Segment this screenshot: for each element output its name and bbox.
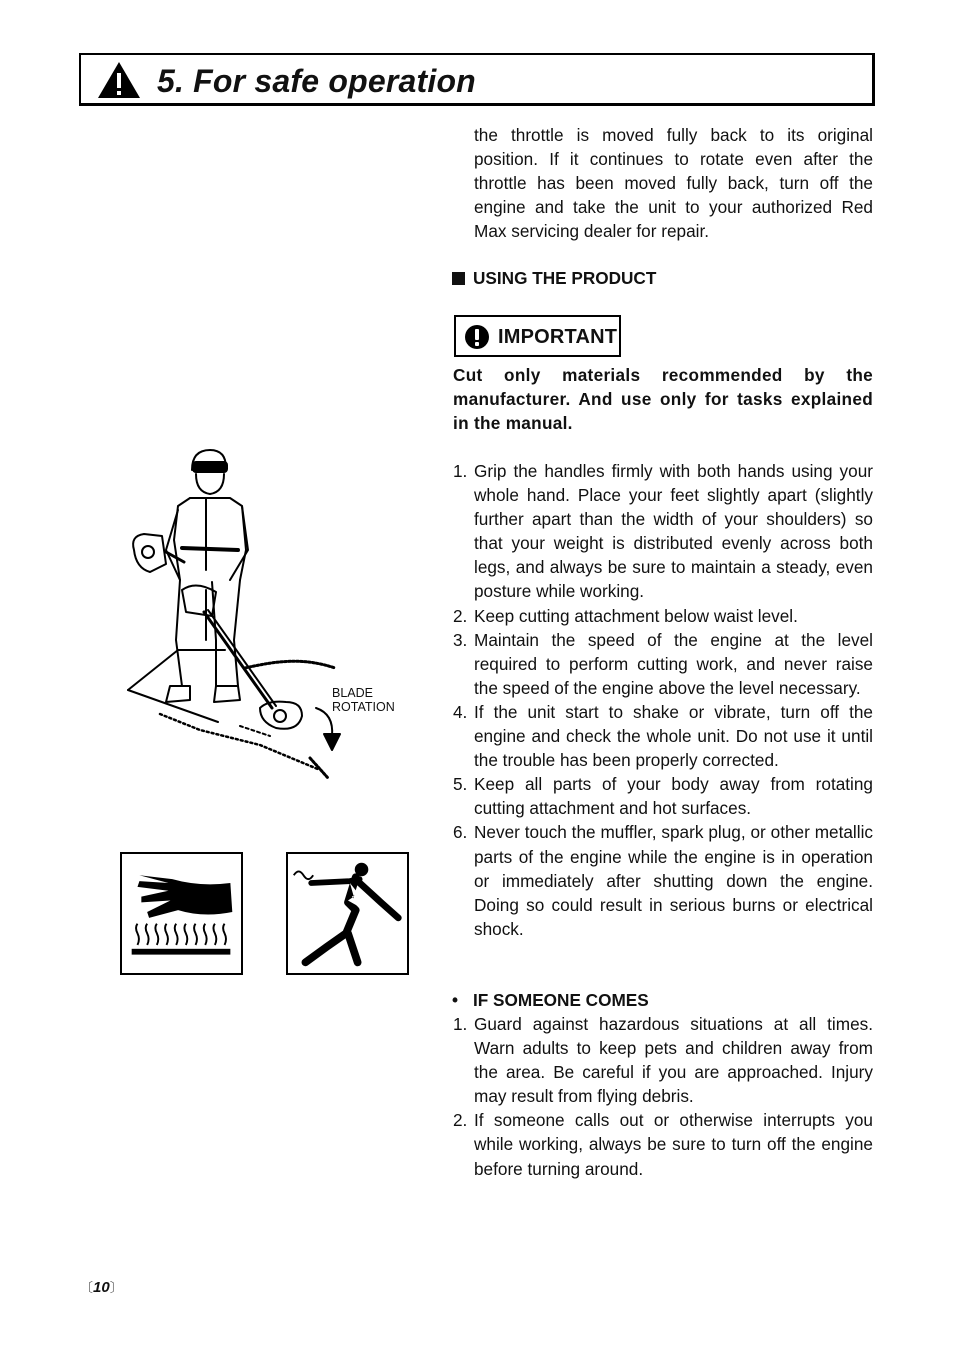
electric-shock-icon <box>288 854 407 973</box>
section-header <box>79 53 875 106</box>
intro-paragraph: the throttle is moved fully back to its original position. If it continues to rotate even after the throttle has been moved fully back, turn off the engine and take the unit to your authorized Red Max servicing dealer for repair. <box>474 125 873 242</box>
list-item: 6. Never touch the muffler, spark plug, or other metallic parts of the engine while the engine is in operation or immediately after shutting down the engine. Doing so could result in serious burns or electrical shock. <box>453 822 873 939</box>
section-heading <box>452 266 872 290</box>
blade-rotation-label: BLADE ROTATION <box>332 686 395 714</box>
important-box <box>454 315 621 357</box>
someone-comes-list <box>453 1012 873 1181</box>
list-item: 1. Grip the handles firmly with both hands using your whole hand. Place your feet slightly apart (slightly further apart than the width of your shoulders) so that your weight is distributed evenly across both legs, and always be sure to maintain a steady, even posture while working. <box>453 461 873 602</box>
important-label: IMPORTANT <box>498 326 618 348</box>
list-item: 5. Keep all parts of your body away from rotating cutting attachment and hot surfaces. <box>453 774 873 819</box>
list-item: 2. Keep cutting attachment below waist level. <box>453 605 798 626</box>
hot-surface-hand-icon <box>122 854 241 973</box>
page-number: 〔10〕 <box>80 1279 123 1296</box>
electric-shock-pictogram <box>286 852 409 975</box>
operator-edger-illustration <box>120 440 420 790</box>
list-item: 4. If the unit start to shake or vibrate, turn off the engine and check the whole unit. Do not use it until the trouble has been properly corrected. <box>453 701 873 771</box>
exclamation-circle-icon <box>465 325 489 349</box>
page-title: 5. For safe operation <box>157 63 476 99</box>
list-item: 2. If someone calls out or otherwise interrupts you while working, always be sure to turn off the engine before turning around. <box>453 1110 873 1179</box>
usage-list <box>453 459 873 941</box>
list-item: 3. Maintain the speed of the engine at the level required to perform cutting work, and never raise the speed of the engine above the level necessary. <box>453 629 873 698</box>
subsection-heading <box>452 988 872 1012</box>
section-heading-text: USING THE PRODUCT <box>473 268 657 288</box>
bullet-icon: • <box>452 990 459 1010</box>
list-item: 1. Guard against hazardous situations at all times. Warn adults to keep pets and children away from the area. Be careful if you are approached. Injury may result from flying debris. <box>453 1014 873 1107</box>
important-text: Cut only materials recommended by the manufacturer. And use only for tasks explained in the manual. <box>453 365 873 434</box>
warning-triangle-icon <box>97 61 141 99</box>
subsection-heading-text: IF SOMEONE COMES <box>473 990 649 1010</box>
square-bullet-icon <box>452 272 465 285</box>
hot-surface-pictogram <box>120 852 243 975</box>
